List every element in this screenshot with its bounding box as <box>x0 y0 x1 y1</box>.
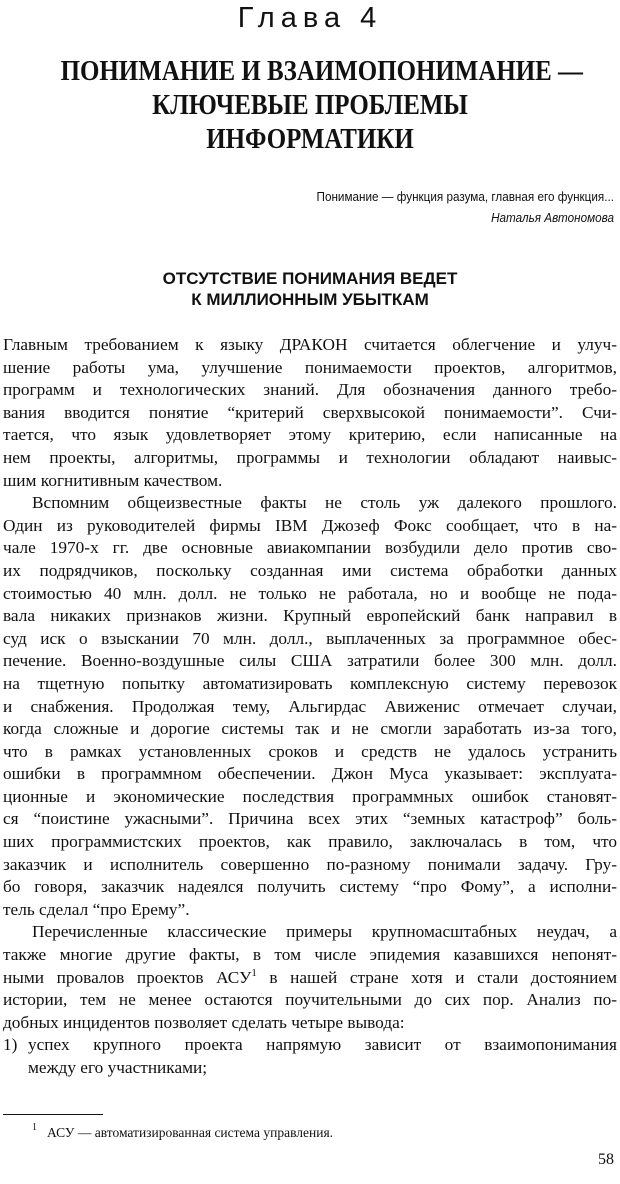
text-line-with-footnote <box>3 967 617 990</box>
text-line: шим когнитивным качеством. <box>3 470 223 490</box>
text-line: вания вводится понятие “критерий сверхвысокой понимаемости”. Счи- <box>3 402 617 422</box>
footnote-text: АСУ — автоматизированная система управления. <box>47 1125 334 1140</box>
epigraph-quote: Понимание — функция разума, главная его функция... <box>316 189 614 204</box>
text-line: шение работы ума, улучшение понимаемости проектов, алгоритмов, <box>3 357 617 377</box>
text-line: на тщетную попытку автоматизировать комплексную систему перевозок <box>3 673 617 693</box>
text-line: также многие другие факты, в том числе эпидемия казавшихся непонят- <box>3 945 617 965</box>
footnote-reference[interactable]: 1 <box>251 966 257 979</box>
text-line: добных инцидентов позволяет сделать четыре вывода: <box>3 1012 405 1032</box>
text-line: тель сделал “про Ерему”. <box>3 899 190 919</box>
text-line: вала никаких признаков жизни. Крупный европейский банк направил в <box>3 606 617 626</box>
text-line: стоимостью 40 млн. долл. не только не работала, но и вообще не пода- <box>3 583 617 603</box>
text-line: печение. Военно-воздушные силы США затратили более 300 млн. долл. <box>3 651 617 671</box>
chapter-title-line: КЛЮЧЕВЫЕ ПРОБЛЕМЫ <box>152 89 468 121</box>
text-line: программ и технологических знаний. Для обозначения данного требо- <box>3 380 617 400</box>
list-item-text: успех крупного проекта напрямую зависит от взаимопонимания <box>28 1035 617 1055</box>
text-line: заказчик и исполнитель совершенно по-разному понимали задачу. Гру- <box>3 854 617 874</box>
footnote-divider <box>3 1114 103 1115</box>
body-text <box>3 334 617 1080</box>
chapter-title <box>60 54 583 156</box>
text-line: Один из руководителей фирмы IBM Джозеф Фокс сообщает, что в на- <box>3 515 617 535</box>
footnote-number: 1 <box>32 1122 37 1133</box>
text-line: ошибки в программном обеспечении. Джон Муса указывает: эксплуата- <box>3 764 617 784</box>
paragraph-1 <box>3 334 617 492</box>
text-line: Перечисленные классические примеры крупномасштабных неудач, а <box>32 922 617 942</box>
list-item-continuation: между его участниками; <box>28 1058 208 1077</box>
text-line: нем проекты, алгоритмы, программы и технологии обладают наивыс- <box>3 447 617 467</box>
text-line: ся “поистине ужасными”. Причина всех этих “земных катастроф” боль- <box>3 809 617 829</box>
section-heading-line: К МИЛЛИОННЫМ УБЫТКАМ <box>191 290 429 309</box>
text-line: тается, что язык удовлетворяет этому критерию, если написанные на <box>3 425 617 445</box>
list-item <box>3 1034 617 1057</box>
text-line: бо говоря, заказчик надеялся получить систему “про Фому”, а исполни- <box>3 877 617 897</box>
section-heading <box>0 268 620 310</box>
text-line: суд иск о взыскании 70 млн. долл., выплаченных за программное обес- <box>3 628 617 648</box>
text-line: их подрядчиков, поскольку созданная ими система обработки данных <box>3 560 617 580</box>
paragraph-3 <box>3 921 617 1034</box>
list-marker: 1) <box>3 1035 18 1055</box>
text-segment: ными провалов проектов АСУ <box>3 967 252 987</box>
page-number: 58 <box>598 1151 614 1168</box>
text-line: когда сложные и дорогие системы так и не смогли заработать из-за того, <box>3 719 617 739</box>
chapter-title-line: ПОНИМАНИЕ И ВЗАИМОПОНИМАНИЕ — <box>60 55 583 87</box>
text-line: истории, тем не менее остаются поучительными до сих пор. Анализ по- <box>3 990 617 1010</box>
text-line: и снабжения. Продолжая тему, Альгирдас Авиженис отмечает случаи, <box>3 696 617 716</box>
conclusions-list <box>3 1034 617 1079</box>
text-line: чале 1970-х гг. две основные авиакомпании возбудили дело против сво- <box>3 538 617 558</box>
chapter-label: Глава 4 <box>237 2 383 34</box>
text-line: Главным требованием к языку ДРАКОН считается облегчение и улуч- <box>3 335 617 354</box>
epigraph-author: Наталья Автономова <box>491 210 614 225</box>
text-line: ционные и экономические последствия программных ошибок становят- <box>3 786 617 806</box>
section-heading-line: ОТСУТСТВИЕ ПОНИМАНИЯ ВЕДЕТ <box>162 269 458 288</box>
epigraph <box>54 186 614 228</box>
paragraph-2 <box>3 492 617 921</box>
text-segment: в нашей стране хотя и стали достоянием <box>269 967 618 987</box>
text-line: Вспомним общеизвестные факты не столь уж далекого прошлого. <box>32 493 617 513</box>
text-line: что в рамках установленных сроков и средств не удалось устранить <box>3 741 617 761</box>
footnote <box>32 1124 333 1142</box>
chapter-title-line: ИНФОРМАТИКИ <box>206 123 414 155</box>
text-line: ших программистских проектов, как правило, заключалась в том, что <box>3 832 617 852</box>
